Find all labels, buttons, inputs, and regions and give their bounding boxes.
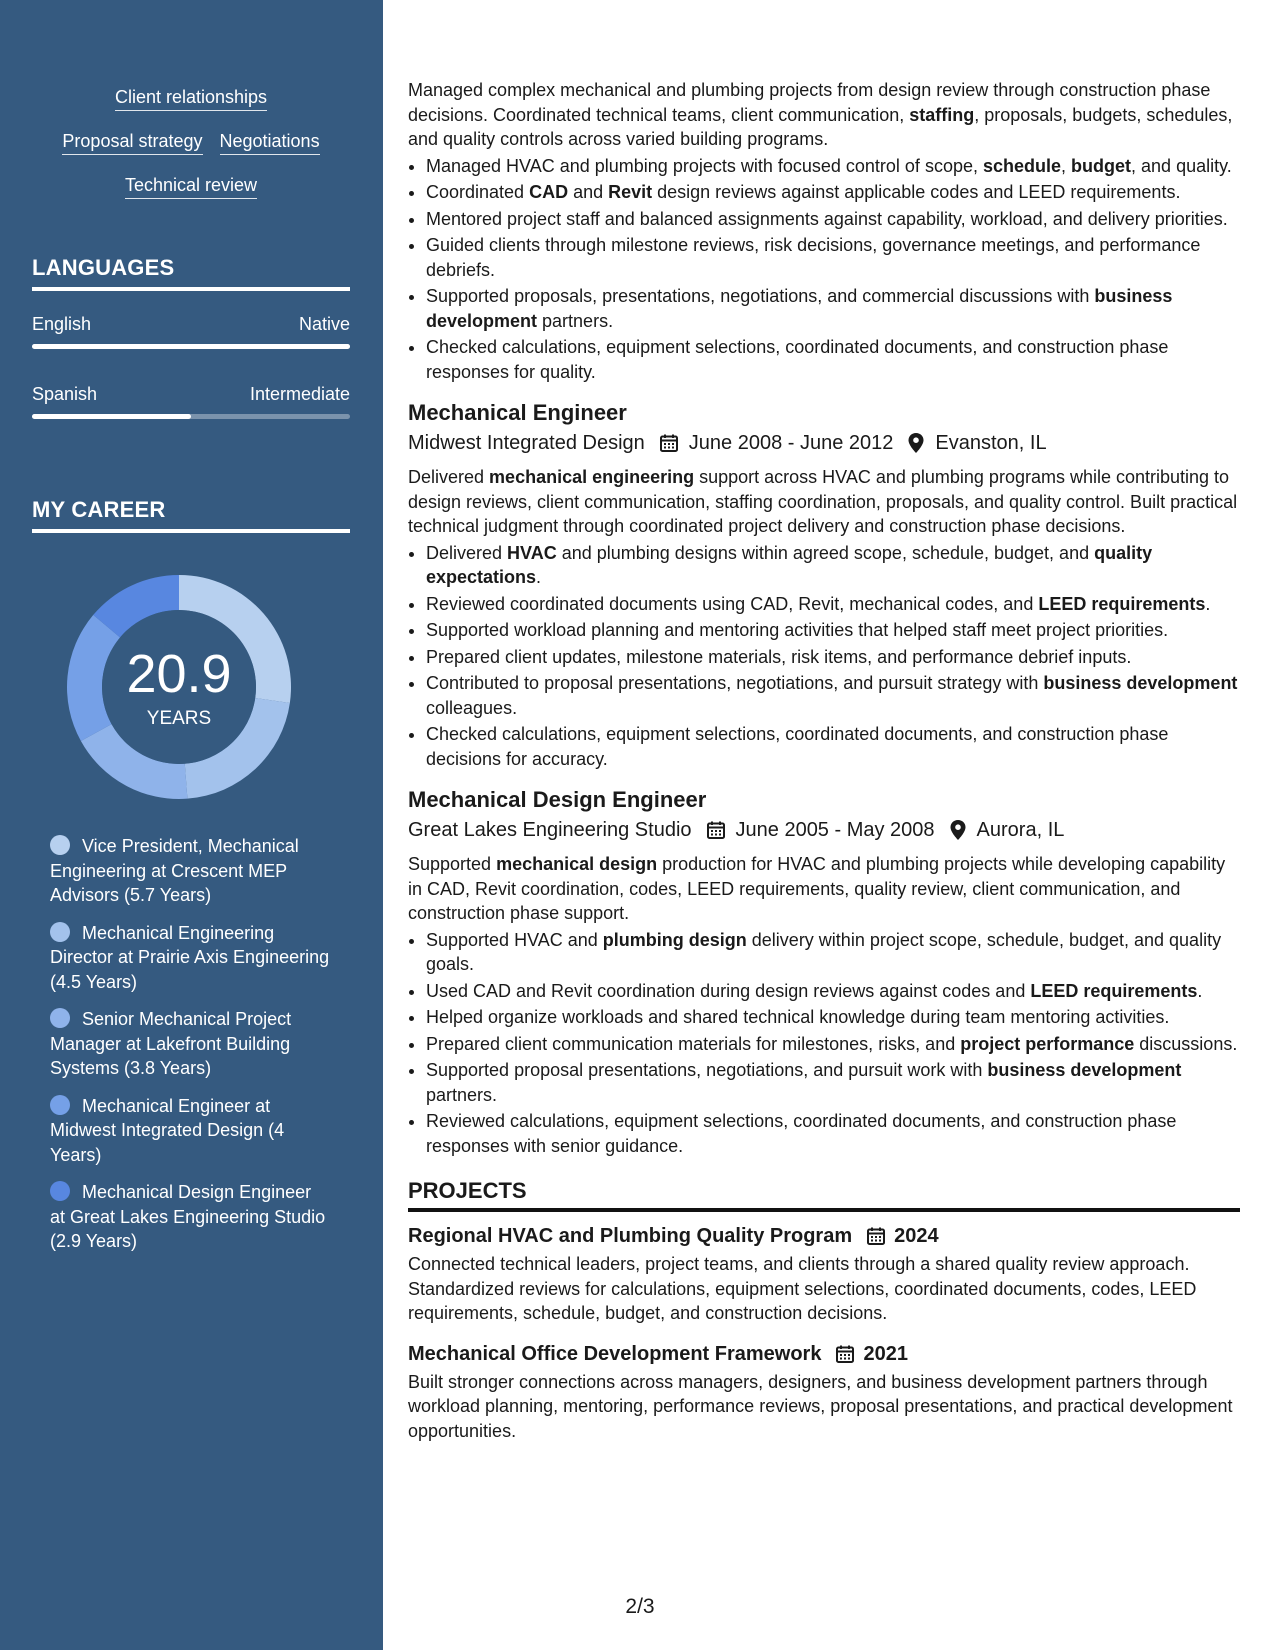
job-location: Aurora, IL	[976, 819, 1065, 841]
career-dot-icon	[50, 835, 70, 855]
language-bar-fill	[32, 344, 350, 349]
bullet-item: • Checked calculations, equipment selections, coordinated documents, and construction phase decisions for accuracy.	[426, 722, 1240, 771]
career-legend-text: Mechanical Engineering Director at Prairie Axis Engineering (4.5 Years)	[50, 922, 330, 992]
job-company: Great Lakes Engineering Studio	[408, 819, 692, 841]
project-year: 2024	[894, 1225, 939, 1247]
project-entry	[408, 1222, 1240, 1326]
career-legend-item	[50, 1007, 330, 1081]
location-pin-icon	[907, 432, 925, 454]
job-entry	[408, 786, 1240, 1158]
project-description: Connected technical leaders, project teams, and clients through a shared quality review approach. Standardized reviews for calculations, equipment selections, coordinated documents, codes, LEED requirements, schedule, budget, and construction decisions.	[408, 1254, 1197, 1323]
sidebar	[0, 0, 383, 1650]
language-english	[32, 313, 350, 349]
career-legend-item	[50, 1180, 330, 1254]
job-meta	[408, 816, 1240, 844]
bullet-item: • Supported workload planning and mentoring activities that helped staff meet project priorities.	[426, 618, 1240, 643]
career-heading: MY CAREER	[32, 497, 350, 533]
career-legend-item	[50, 834, 330, 908]
bullet-item: • Supported proposal presentations, negotiations, and pursuit work with business development partners.	[426, 1058, 1240, 1107]
career-total-unit: YEARS	[146, 708, 212, 729]
career-legend-item	[50, 921, 330, 995]
bullet-item: • Supported proposals, presentations, negotiations, and commercial discussions with business development partners.	[426, 284, 1240, 333]
career-dot-icon	[50, 922, 70, 942]
job-company: Midwest Integrated Design	[408, 432, 645, 454]
project-title: Mechanical Office Development Framework	[408, 1342, 822, 1365]
project-entry	[408, 1340, 1240, 1444]
language-name: Spanish	[32, 384, 98, 404]
bullet-item: • Managed HVAC and plumbing projects with focused control of scope, schedule, budget, and quality.	[426, 154, 1240, 179]
bullet-item: • Coordinated CAD and Revit design reviews against applicable codes and LEED requirements.	[426, 180, 1240, 205]
skills-list	[32, 86, 350, 218]
intro-bullets	[408, 154, 1240, 385]
bullet-item: • Reviewed calculations, equipment selections, coordinated documents, and construction phase responses with senior guidance.	[426, 1109, 1240, 1158]
project-description: Built stronger connections across managers, designers, and business development partners through workload planning, mentoring, performance reviews, proposal presentations, and practical development opportunities.	[408, 1371, 1233, 1441]
career-dot-icon	[50, 1095, 70, 1115]
project-title-row	[408, 1222, 1240, 1250]
language-bar	[32, 414, 350, 419]
skill-tag: Proposal strategy	[62, 130, 202, 155]
career-legend-text: Vice President, Mechanical Engineering at Crescent MEP Advisors (5.7 Years)	[50, 836, 299, 905]
job-location: Evanston, IL	[935, 432, 1047, 454]
language-level: Intermediate	[249, 384, 350, 404]
bullet-item: • Guided clients through milestone reviews, risk decisions, governance meetings, and performance debriefs.	[426, 233, 1240, 282]
bullet-item: • Used CAD and Revit coordination during design reviews against codes and LEED requirements.	[426, 979, 1240, 1004]
projects-heading: PROJECTS	[408, 1178, 1240, 1212]
job-title: Mechanical Engineer	[408, 400, 627, 425]
project-year: 2021	[863, 1342, 908, 1365]
career-legend-text: Mechanical Design Engineer at Great Lakes Engineering Studio (2.9 Years)	[50, 1182, 326, 1251]
bullet-item: • Checked calculations, equipment selections, coordinated documents, and construction phase responses for quality.	[426, 335, 1240, 384]
skill-row	[32, 174, 350, 199]
job-title: Mechanical Design Engineer	[408, 787, 707, 812]
calendar-icon	[835, 1344, 855, 1364]
career-dot-icon	[50, 1008, 70, 1028]
bullet-item: • Delivered HVAC and plumbing designs within agreed scope, schedule, budget, and quality expectations.	[426, 541, 1240, 590]
bullet-item: • Reviewed coordinated documents using CAD, Revit, mechanical codes, and LEED requirements.	[426, 592, 1240, 617]
bullet-item: • Supported HVAC and plumbing design delivery within project scope, schedule, budget, and quality goals.	[426, 928, 1240, 977]
job-dates: June 2005 - May 2008	[735, 819, 935, 841]
language-bar	[32, 344, 350, 349]
bullet-item: • Helped organize workloads and shared technical knowledge during team mentoring activities.	[426, 1005, 1240, 1030]
calendar-icon	[659, 433, 679, 453]
career-donut-chart	[66, 574, 292, 800]
career-legend	[50, 834, 330, 1267]
language-bar-fill	[32, 414, 191, 419]
career-dot-icon	[50, 1181, 70, 1201]
project-title-row	[408, 1340, 1240, 1368]
bullet-item: • Prepared client communication materials for milestones, risks, and project performance discussions.	[426, 1032, 1240, 1057]
skill-tag: Client relationships	[115, 86, 267, 111]
page-number: 2/3	[625, 1595, 655, 1618]
job-dates: June 2008 - June 2012	[688, 432, 894, 454]
career-legend-item	[50, 1094, 330, 1168]
calendar-icon	[866, 1226, 886, 1246]
job-meta	[408, 429, 1240, 457]
job-bullets	[408, 541, 1240, 772]
language-spanish	[32, 383, 350, 419]
career-total-years: 20.9	[126, 644, 232, 704]
career-legend-text: Mechanical Engineer at Midwest Integrated Design (4 Years)	[50, 1095, 285, 1165]
skill-tag: Negotiations	[220, 130, 320, 155]
location-pin-icon	[949, 819, 967, 841]
skill-row	[32, 130, 350, 155]
skill-tag: Technical review	[125, 174, 257, 199]
job-bullets	[408, 928, 1240, 1159]
skill-row	[32, 86, 350, 111]
main-content	[408, 78, 1240, 1443]
bullet-item: • Mentored project staff and balanced assignments against capability, workload, and delivery priorities.	[426, 207, 1240, 232]
job-entry	[408, 399, 1240, 771]
intro-summary: Managed complex mechanical and plumbing projects from design review through construction phase decisions. Coordinated technical teams, client communication, staffing, proposals, budgets, schedules, and quality controls across varied building programs.	[408, 80, 1233, 149]
calendar-icon	[706, 820, 726, 840]
job-summary: Supported mechanical design production for HVAC and plumbing projects while developing capability in CAD, Revit coordination, codes, LEED requirements, quality review, client communication, and construction phase support.	[408, 854, 1226, 923]
bullet-item: • Prepared client updates, milestone materials, risk items, and performance debrief inputs.	[426, 645, 1240, 670]
bullet-item: • Contributed to proposal presentations, negotiations, and pursuit strategy with business development colleagues.	[426, 671, 1240, 720]
job-summary: Delivered mechanical engineering support across HVAC and plumbing programs while contributing to design reviews, client communication, staffing coordination, proposals, and quality control. Built practical technical judgment through coordinated project delivery and construction phase decisions.	[408, 467, 1238, 536]
languages-heading: LANGUAGES	[32, 255, 350, 291]
project-title: Regional HVAC and Plumbing Quality Program	[408, 1225, 853, 1247]
language-name: English	[32, 314, 92, 334]
career-legend-text: Senior Mechanical Project Manager at Lakefront Building Systems (3.8 Years)	[50, 1009, 292, 1078]
language-level: Native	[298, 314, 350, 334]
